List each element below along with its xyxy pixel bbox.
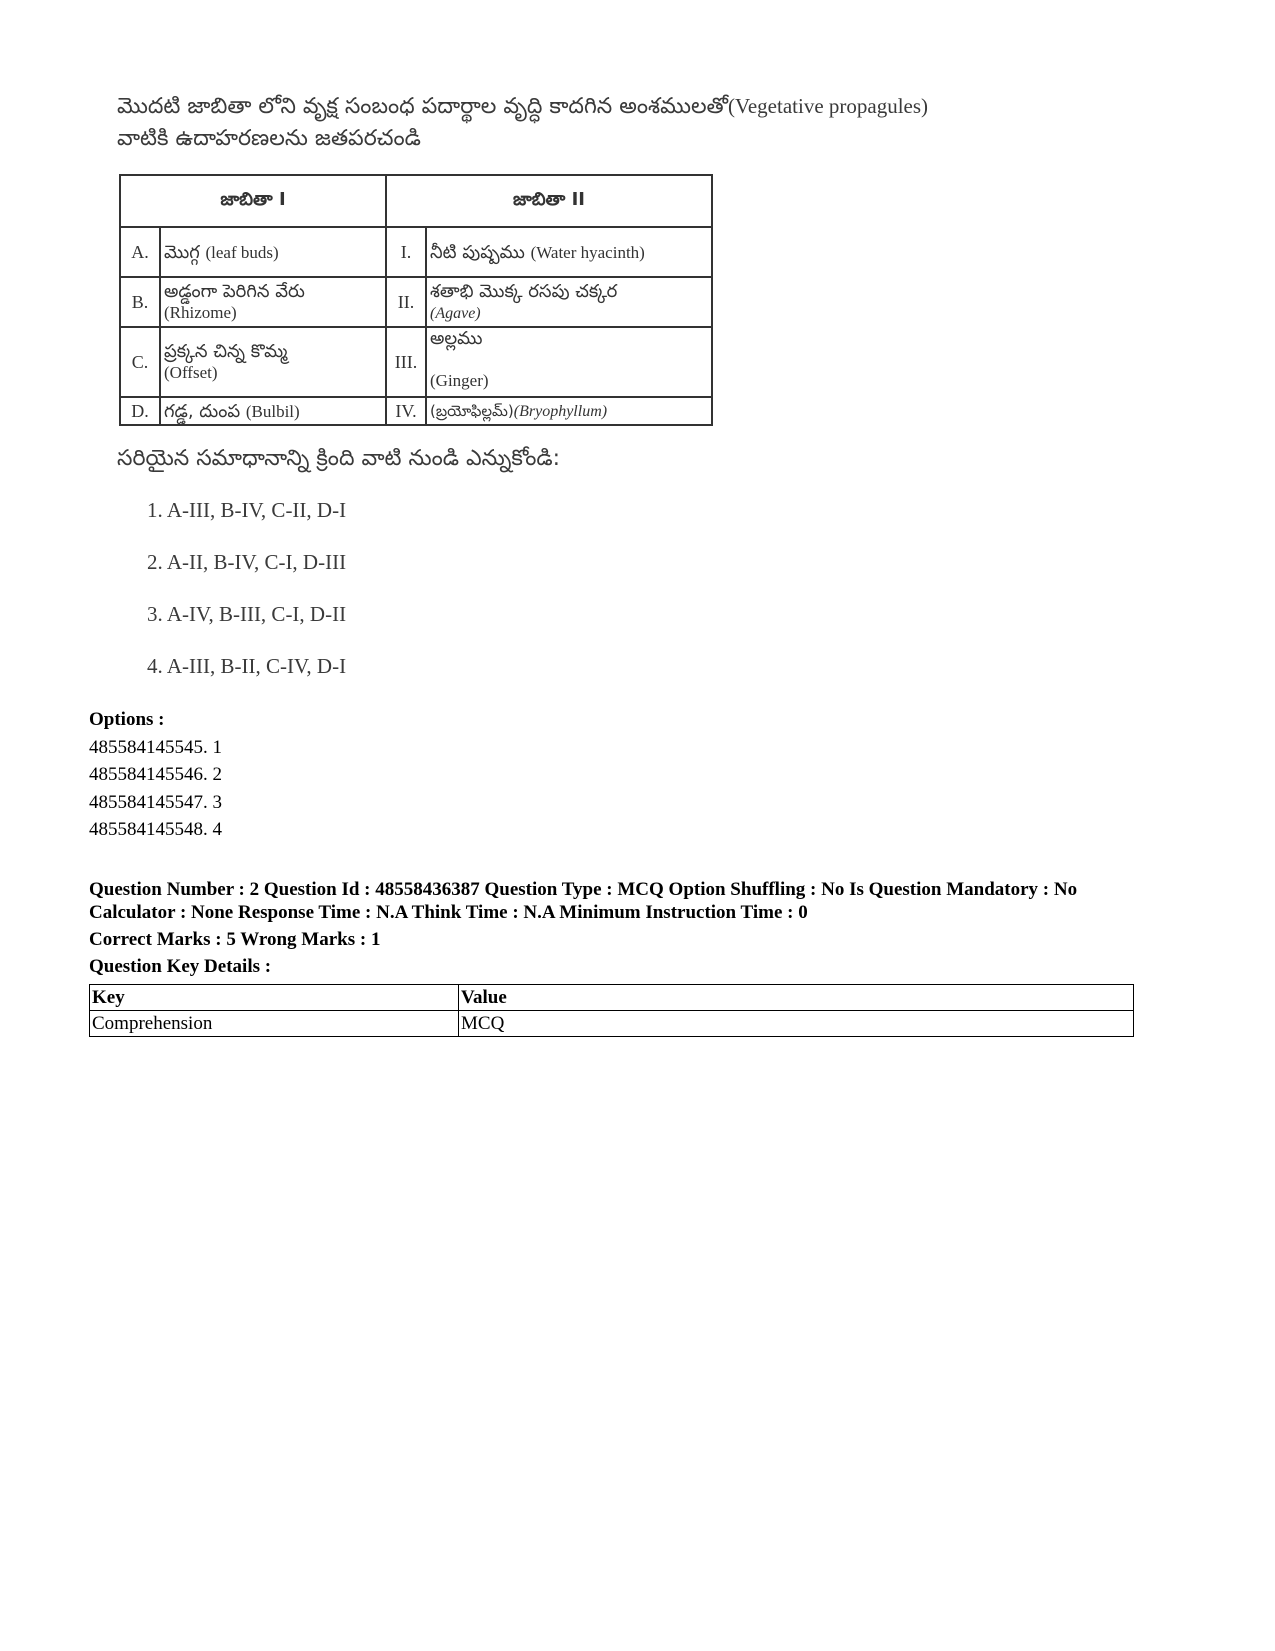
cell-telugu: అడ్డంగా పెరిగిన వేరు bbox=[164, 281, 305, 302]
option-item: 485584145545. 1 bbox=[89, 736, 222, 758]
meta-line-2: Calculator : None Response Time : N.A Think Time : N.A Minimum Instruction Time : 0 bbox=[89, 902, 808, 923]
value-cell: MCQ bbox=[459, 1011, 1134, 1037]
table-header-row bbox=[90, 985, 1134, 1011]
table-row bbox=[120, 397, 712, 425]
list-2-header: జాబితా II bbox=[386, 175, 712, 227]
meta-line-1: Question Number : 2 Question Id : 48558436387 Question Type : MCQ Option Shuffling : No Is Question Mandatory : No bbox=[89, 879, 1078, 900]
cell-telugu: మొగ్గ bbox=[164, 241, 206, 263]
stem-telugu-line2: వాటికి ఉదాహరణలను జతపరచండి bbox=[117, 126, 421, 151]
list-2-cell bbox=[426, 397, 712, 425]
list-2-cell bbox=[426, 327, 712, 397]
row-label: D. bbox=[120, 397, 160, 425]
stem-english: (Vegetative propagules) bbox=[728, 94, 929, 118]
table-row bbox=[120, 327, 712, 397]
cell-english: (Water hyacinth) bbox=[530, 242, 645, 262]
row-label: II. bbox=[386, 277, 426, 327]
row-label: I. bbox=[386, 227, 426, 277]
match-table bbox=[119, 174, 713, 426]
list-1-cell bbox=[160, 227, 386, 277]
list-1-cell bbox=[160, 397, 386, 425]
marks-line: Correct Marks : 5 Wrong Marks : 1 bbox=[89, 929, 381, 950]
options-list bbox=[89, 706, 222, 844]
table-row bbox=[90, 1011, 1134, 1037]
cell-english: (Ginger) bbox=[430, 371, 489, 390]
cell-english: (Bryophyllum) bbox=[513, 402, 608, 420]
row-label: A. bbox=[120, 227, 160, 277]
row-label: III. bbox=[386, 327, 426, 397]
cell-telugu: గడ్డ, దుంప bbox=[164, 400, 246, 422]
key-details-heading: Question Key Details : bbox=[89, 956, 272, 977]
choice-item: 1. A-III, B-IV, C-II, D-I bbox=[147, 498, 347, 522]
row-label: C. bbox=[120, 327, 160, 397]
cell-english: (Offset) bbox=[164, 363, 218, 382]
stem-telugu: మొదటి జాబితా లోని వృక్ష సంబంధ పదార్థాల వృద్ధి కాదగిన అంశములతో bbox=[117, 94, 729, 119]
cell-telugu: (బ్రయోఫిల్లమ్) bbox=[430, 401, 514, 420]
cell-telugu: శతాభి మొక్క రసపు చక్కర bbox=[430, 280, 618, 302]
choice-item: 2. A-II, B-IV, C-I, D-III bbox=[147, 550, 347, 574]
value-header: Value bbox=[459, 985, 1134, 1011]
list-2-cell bbox=[426, 277, 712, 327]
question-stem bbox=[117, 90, 1107, 155]
table-row bbox=[120, 227, 712, 277]
list-2-cell bbox=[426, 227, 712, 277]
choice-item: 4. A-III, B-II, C-IV, D-I bbox=[147, 654, 347, 678]
option-item: 485584145547. 3 bbox=[89, 791, 222, 813]
cell-telugu: నీటి పుష్పము bbox=[430, 241, 531, 263]
choice-item: 3. A-IV, B-III, C-I, D-II bbox=[147, 602, 347, 626]
question-image bbox=[105, 80, 1115, 720]
cell-english: (Rhizome) bbox=[164, 303, 237, 322]
cell-telugu: అల్లము bbox=[430, 328, 483, 349]
row-label: B. bbox=[120, 277, 160, 327]
option-item: 485584145548. 4 bbox=[89, 819, 222, 840]
key-cell: Comprehension bbox=[90, 1011, 459, 1037]
table-row bbox=[120, 277, 712, 327]
key-details-table bbox=[89, 984, 1134, 1037]
instruction-text: సరియైన సమాధానాన్ని క్రింది వాటి నుండి ఎన్నుకోండి: bbox=[117, 446, 561, 471]
question-meta bbox=[89, 878, 1149, 978]
answer-choices bbox=[147, 498, 346, 706]
cell-english: (leaf buds) bbox=[205, 242, 279, 262]
list-1-header: జాబితా I bbox=[120, 175, 386, 227]
cell-english: (Bulbil) bbox=[245, 401, 300, 421]
cell-telugu: ప్రక్కన చిన్న కొమ్మ bbox=[164, 341, 288, 362]
key-header: Key bbox=[90, 985, 459, 1011]
cell-english: (Agave) bbox=[430, 304, 481, 322]
row-label: IV. bbox=[386, 397, 426, 425]
list-1-cell bbox=[160, 327, 386, 397]
option-item: 485584145546. 2 bbox=[89, 764, 222, 785]
list-1-cell bbox=[160, 277, 386, 327]
options-heading: Options : bbox=[89, 709, 165, 730]
